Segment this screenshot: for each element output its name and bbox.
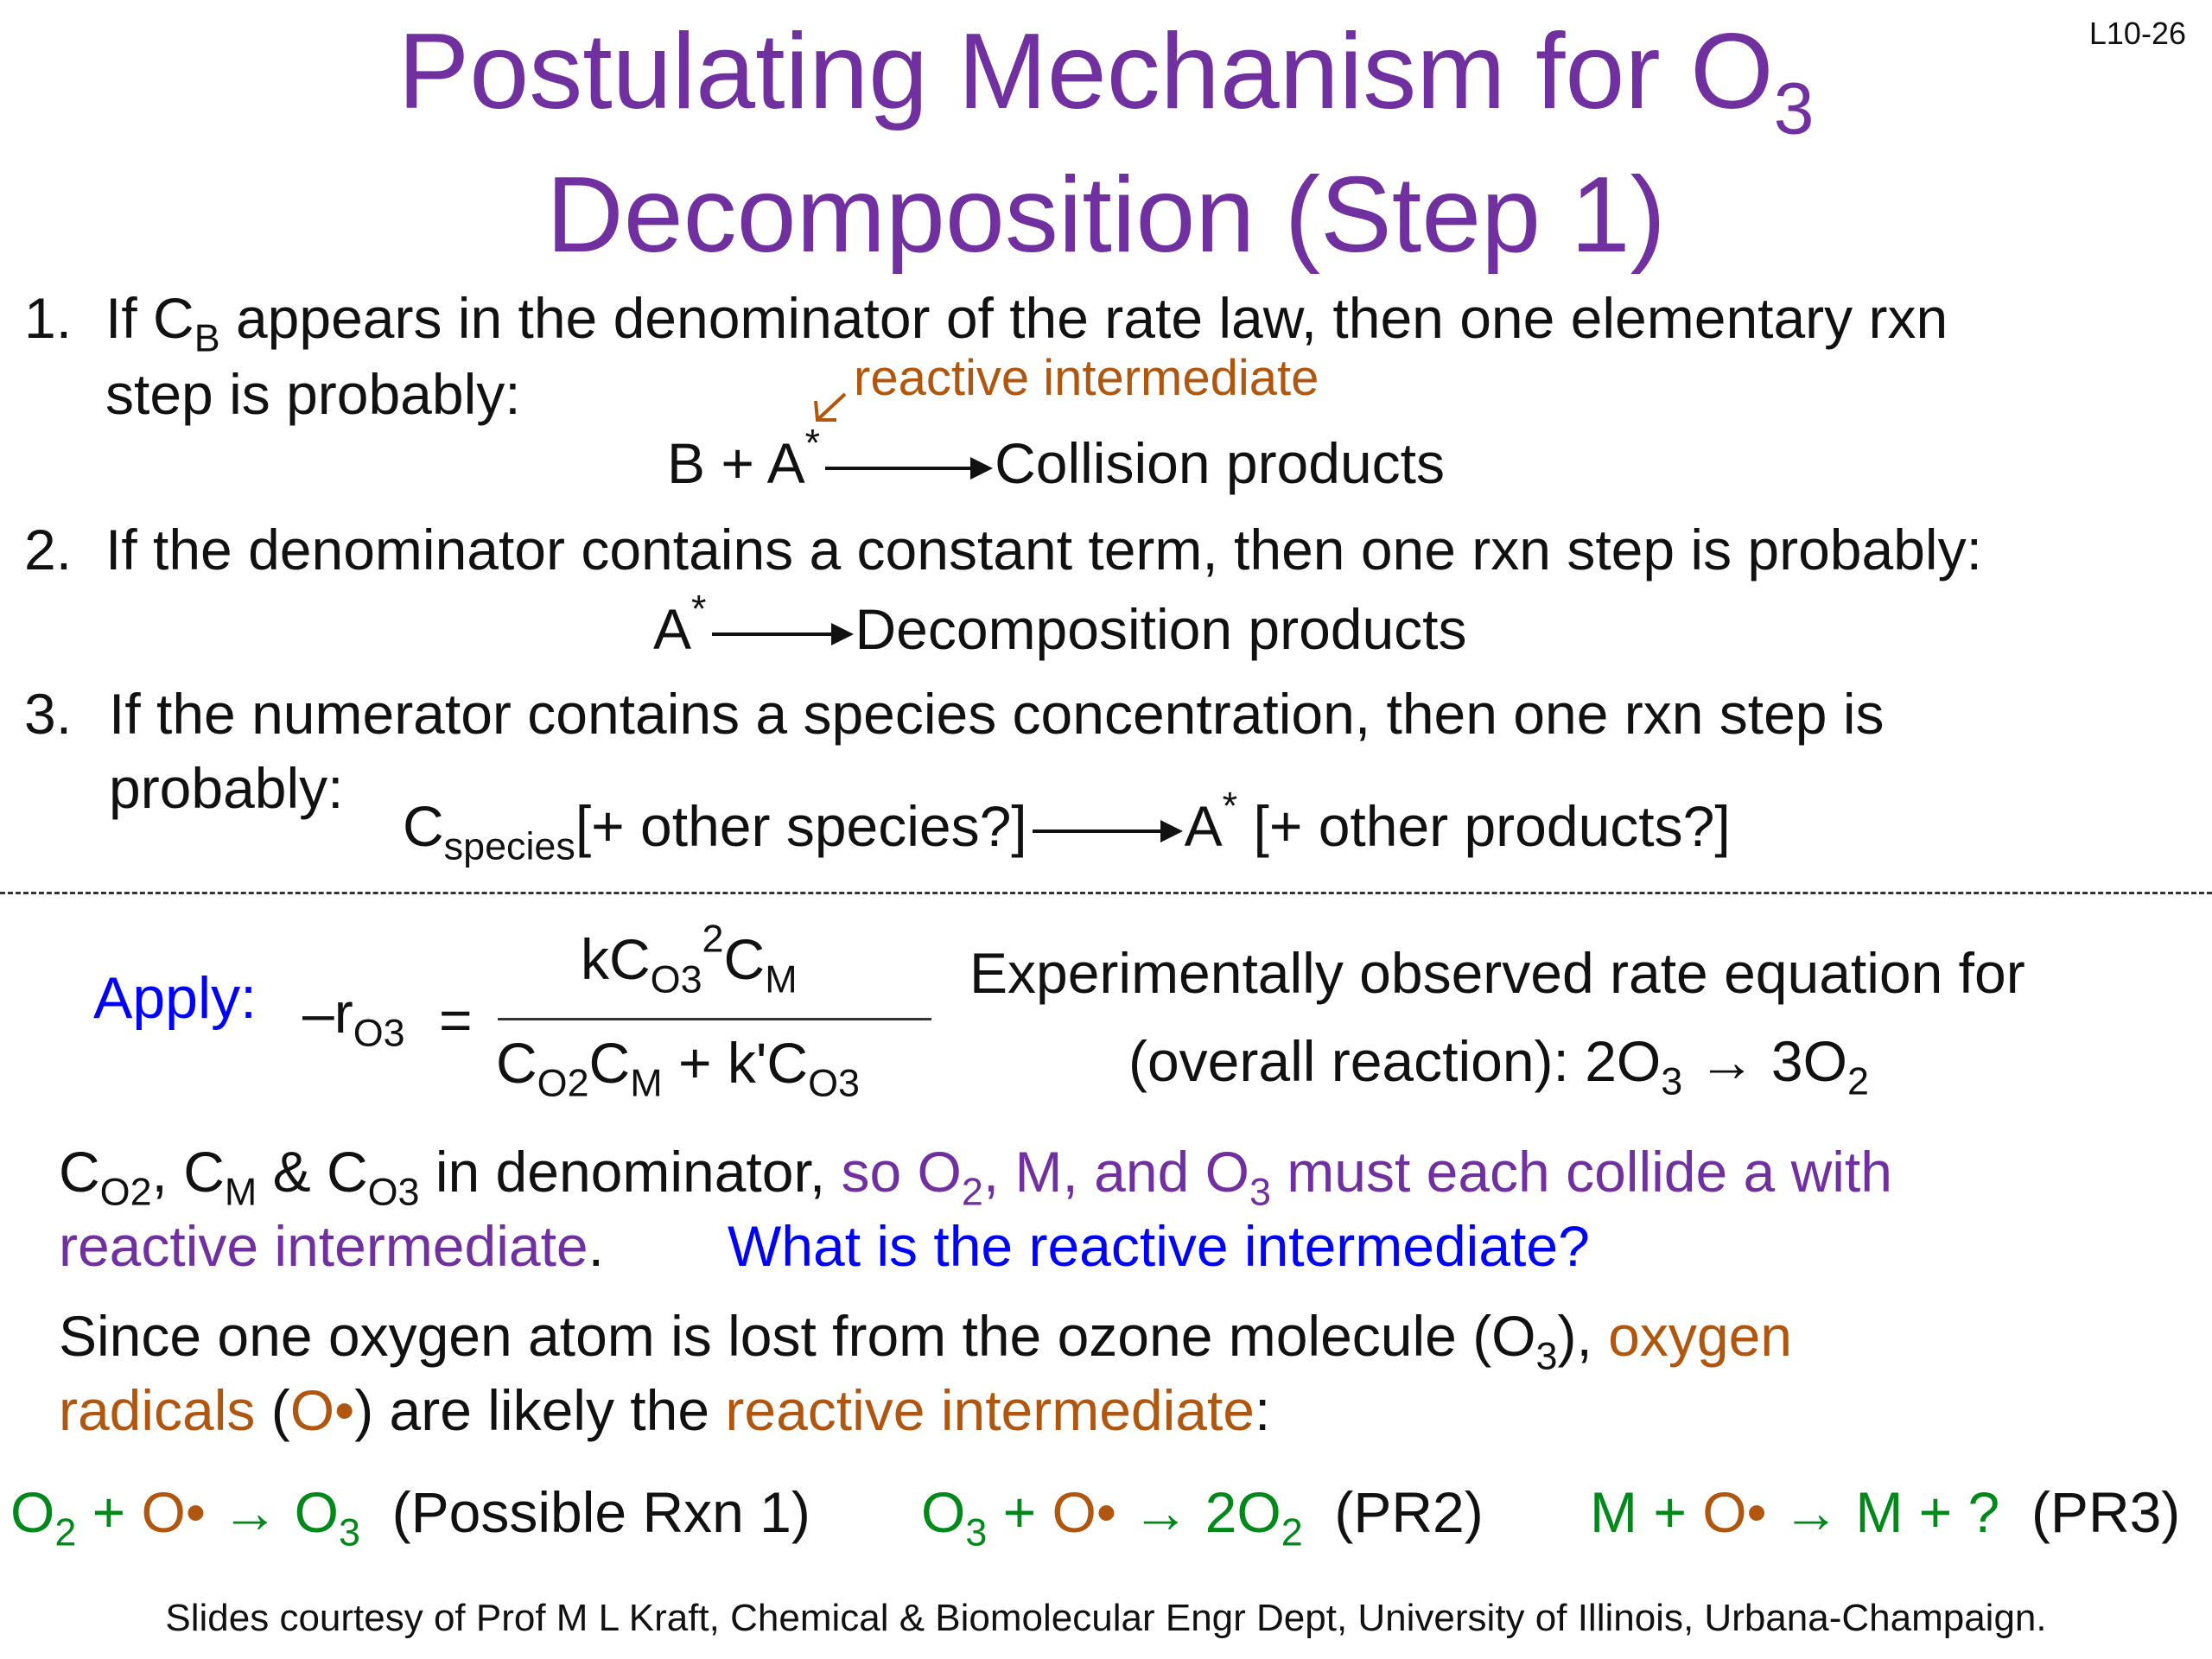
reaction-2: $O_3$ + O• → $2O_2$ (PR2) [921,1480,1484,1554]
rate-denominator: $C_{O2}C_M + k'C_{O3}$ [496,1031,860,1105]
footer-credit: Slides courtesy of Prof M L Kraft, Chemical & Biomolecular Engr Dept, University of Illinois, Urbana-Champaign. [165,1597,2047,1639]
rule-2-number: 2. [24,518,73,582]
rule-3-number: 3. [24,682,73,746]
rule-3-equation: $C_{species}[+$ other species?] A* [+ other products?] [403,783,1731,868]
paragraph-1-line-1: $C_{O2}$, $C_M$ & $C_{O3}$ in denominator, so $O_2$, M, and $O_3$ must each collide a with [59,1140,1892,1214]
rule-3-line-2: probably: [109,756,344,820]
section-divider [0,892,2212,894]
rate-numerator: $kC_{O3}^2C_M$ [581,916,798,1001]
reaction-arrow-icon [825,467,989,470]
rate-description-line-1: Experimentally observed rate equation for [969,941,2025,1005]
rule-1-line-2: step is probably: [105,362,521,426]
title-line-2: Decomposition (Step 1) [546,156,1666,275]
reaction-3: M + O• → M + ? (PR3) [1590,1480,2181,1544]
slide-title [0,0,2212,287]
rate-lhs: $-r_{O3}$ [302,981,405,1055]
rule-2-equation: A* Decomposition products [653,586,1467,661]
reactive-intermediate-annotation: reactive intermediate [854,350,1319,406]
rate-equals: = [439,988,473,1052]
rule-3-line-1: If the numerator contains a species concentration, then one rxn step is [109,682,1885,746]
rule-1-line-1: If $C_B$ appears in the denominator of the rate law, then one elementary rxn [105,286,1948,360]
rule-1-number: 1. [24,286,73,350]
reaction-arrow-icon [1033,830,1179,833]
rule-2-text: If the denominator contains a constant term, then one rxn step is probably: [105,518,1982,582]
paragraph-2-line-2: radicals (O•) are likely the reactive intermediate: [59,1378,1271,1442]
title-line-1: Postulating Mechanism for $O_3$ [397,12,1815,149]
paragraph-1-line-2: reactive intermediate. [59,1214,604,1278]
question-text: What is the reactive intermediate? [728,1214,1590,1278]
slide-number: L10-26 [2088,16,2186,51]
reaction-1: $O_2$ + O• → $O_3$ (Possible Rxn 1) [10,1480,810,1554]
apply-label: Apply: [93,965,257,1031]
rule-1-equation: B + A* Collision products [667,420,1446,495]
reaction-arrow-icon [712,632,850,636]
fraction-bar [498,1018,931,1020]
paragraph-2-line-1: Since one oxygen atom is lost from the ozone molecule $(O_3)$, oxygen [59,1304,1792,1378]
rate-description-line-2: (overall reaction): $2O_3 \to 3O_2$ [1128,1029,1869,1103]
